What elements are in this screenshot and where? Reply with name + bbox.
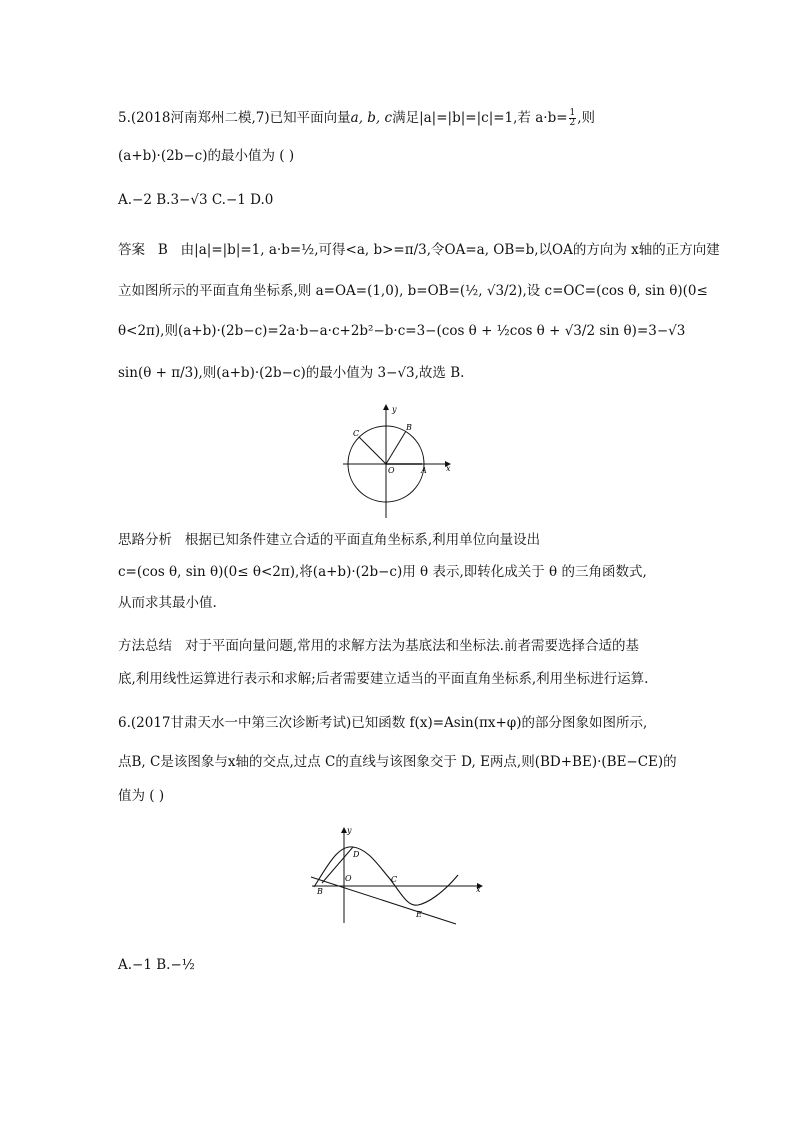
fig1-x-label: x [446, 464, 451, 473]
q5-options: A.−2 B.3−√3 C.−1 D.0 [118, 192, 274, 208]
fig1-c-label: C [353, 429, 360, 438]
method-line1: 方法总结 对于平面向量问题,常用的求解方法为基底法和坐标法.前者需要选择合适的基 [118, 638, 639, 654]
sine-graph-figure [308, 825, 488, 925]
fig1-o-label: O [388, 466, 395, 475]
method-line2: 底,利用线性运算进行表示和求解;后者需要建立适当的平面直角坐标系,利用坐标进行运算. [118, 671, 649, 687]
fig1-a-label: A [421, 466, 427, 475]
q5-answer-line3: θ<2π),则(a+b)·(2b−c)=2a·b−a·c+2b²−b·c=3−(cos θ + ½cos θ + √3/2 sin θ)=3−√3 [118, 323, 686, 339]
analysis-label: 思路分析 [118, 532, 172, 548]
fig2-d-label: D [353, 850, 360, 859]
method-label: 方法总结 [118, 638, 172, 654]
fig1-b-label: B [406, 423, 412, 432]
analysis-line1: 思路分析 根据已知条件建立合适的平面直角坐标系,利用单位向量设出 [118, 532, 541, 548]
secant-line-de [311, 877, 456, 924]
sine-curve [314, 847, 458, 905]
vector-oc [359, 437, 386, 464]
q6-stem-line3: 值为 ( ) [118, 788, 165, 804]
q5-answer-line4: sin(θ + π/3),则(a+b)·(2b−c)的最小值为 3−√3,故选 B. [118, 365, 465, 381]
vector-ob [386, 431, 406, 464]
fig1-y-label: y [392, 405, 397, 414]
q6-stem-line1: 6.(2017甘肃天水一中第三次诊断考试)已知函数 f(x)=Asin(πx+φ)的部分图象如图所示, [118, 715, 648, 731]
q6-options: A.−1 B.−½ [118, 957, 195, 973]
fig2-y-label: y [347, 826, 352, 835]
analysis-line2: c=(cos θ, sin θ)(0≤ θ<2π),将(a+b)·(2b−c)用 θ 表示,即转化成关于 θ 的三角函数式, [118, 564, 647, 580]
q5-frac: $\frac{1}{2}$ [569, 108, 576, 128]
fig2-e-label: E [416, 910, 422, 919]
unit-circle-figure [338, 400, 458, 520]
q6-stem-line2: 点B, C是该图象与x轴的交点,过点 C的直线与该图象交于 D, E两点,则(BD+BE)·(BE−CE)的 [118, 754, 677, 770]
q5-stem-line2: (a+b)·(2b−c)的最小值为 ( ) [118, 148, 295, 164]
fig2-o-label: O [345, 874, 352, 883]
answer-label: 答案 [118, 242, 145, 258]
fig2-x-label: x [476, 885, 481, 894]
fig2-b-label: B [317, 887, 323, 896]
q5-answer-line2: 立如图所示的平面直角坐标系,则 a=OA=(1,0), b=OB=(½, √3/2),设 c=OC=(cos θ, sin θ)(0≤ [118, 283, 708, 299]
q5-stem-line1: 5.(2018河南郑州二模,7)已知平面向量a, b, c满足|a|=|b|=|c|=1,若 a·b= $\frac{1}{2}$ ,则 [118, 108, 596, 128]
analysis-line3: 从而求其最小值. [118, 595, 217, 611]
q5-answer-line1: 答案 B 由|a|=|b|=1, a·b=½,可得<a, b>=π/3,令OA=a, OB=b,以OA的方向为 x轴的正方向建 [118, 242, 720, 258]
fig2-c-label: C [391, 875, 398, 884]
